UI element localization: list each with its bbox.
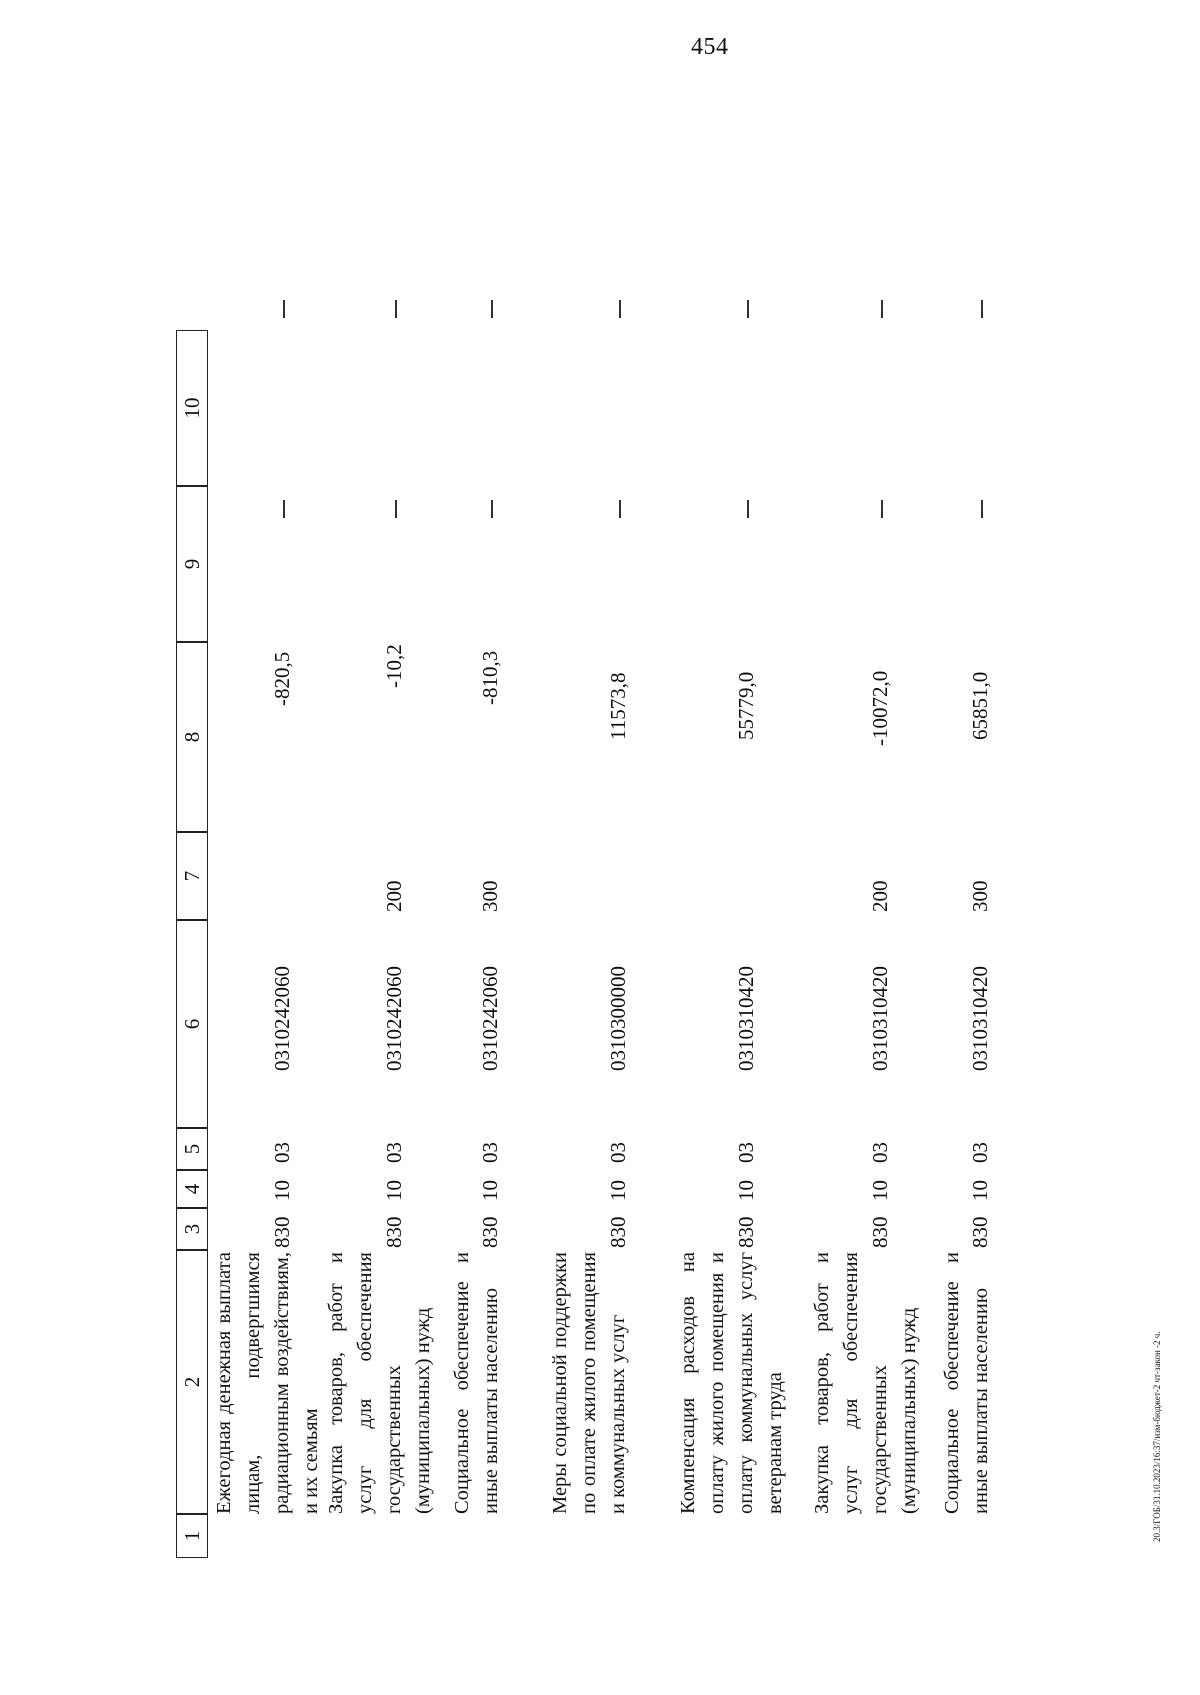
cell-col9-dash [981,500,983,518]
header-cell-1: 1 [176,1514,208,1558]
cell-col4: 10 [606,1180,630,1201]
header-cell-8: 8 [176,642,208,832]
row-name: Социальное обеспечение и иные выплаты населению [451,1252,502,1514]
cell-col8: -10,2 [382,644,406,688]
cell-col10-dash [283,300,285,318]
cell-col4: 10 [734,1180,758,1201]
row-name: Социальное обеспечение и иные выплаты населению [941,1252,992,1514]
cell-col4: 10 [270,1180,294,1201]
cell-col10-dash [881,300,883,318]
cell-col8: 55779,0 [734,671,758,740]
cell-col5: 03 [382,1142,406,1163]
cell-col7: 200 [382,880,406,912]
cell-col9-dash [491,500,493,518]
cell-col10-dash [619,300,621,318]
cell-col5: 03 [734,1142,758,1163]
cell-col6: 0310300000 [606,966,630,1071]
budget-table [176,38,1046,1558]
cell-col3: 830 [478,1216,502,1248]
cell-col8: -820,5 [270,651,294,706]
cell-col10-dash [747,300,749,318]
cell-col7: 200 [868,880,892,912]
cell-col4: 10 [868,1180,892,1201]
header-cell-2: 2 [176,1250,208,1514]
cell-col6: 0310242060 [270,966,294,1071]
cell-col6: 0310310420 [868,966,892,1071]
row-name: Ежегодная денежная выплата лицам, подвергшимся радиационным воздействиям, и их семьям [213,1252,322,1514]
cell-col5: 03 [478,1142,502,1163]
header-cell-9: 9 [176,486,208,642]
row-name: Закупка товаров, работ и услуг для обеспечения государственных (муниципальных) нужд [811,1252,920,1514]
cell-col3: 830 [606,1216,630,1248]
cell-col9-dash [619,500,621,518]
cell-col6: 0310310420 [734,966,758,1071]
header-cell-6: 6 [176,920,208,1128]
cell-col10-dash [395,300,397,318]
cell-col4: 10 [478,1180,502,1201]
cell-col5: 03 [868,1142,892,1163]
cell-col4: 10 [382,1180,406,1201]
cell-col10-dash [981,300,983,318]
cell-col5: 03 [270,1142,294,1163]
cell-col6: 0310242060 [478,966,502,1071]
header-cell-3: 3 [176,1208,208,1250]
page-number: 454 [691,34,729,60]
cell-col3: 830 [270,1216,294,1248]
cell-col8: -810,3 [478,650,502,705]
cell-col4: 10 [968,1180,992,1201]
row-name: Закупка товаров, работ и услуг для обеспечения государственных (муниципальных) нужд [325,1252,434,1514]
row-name: Меры социальной поддержки по оплате жилого помещения и коммунальных услуг [549,1252,629,1514]
cell-col8: 65851,0 [968,671,992,740]
cell-col3: 830 [868,1216,892,1248]
cell-col9-dash [395,500,397,518]
cell-col6: 0310242060 [382,966,406,1071]
cell-col9-dash [283,500,285,518]
cell-col8: -10072,0 [868,670,892,746]
row-name: Компенсация расходов на оплату жилого помещения и оплату коммунальных услуг ветеранам труда [677,1252,786,1514]
cell-col8: 11573,8 [606,672,630,740]
document-footer-id: 20.3/ГОБ/31.10.2023/16:37/изм-бюджет-2 чт-закон -2 ч. [1152,1331,1162,1542]
cell-col3: 830 [382,1216,406,1248]
cell-col5: 03 [968,1142,992,1163]
header-cell-4: 4 [176,1170,208,1208]
cell-col9-dash [881,500,883,518]
header-cell-10: 10 [176,330,208,486]
cell-col3: 830 [734,1216,758,1248]
cell-col3: 830 [968,1216,992,1248]
cell-col10-dash [491,300,493,318]
cell-col7: 300 [478,880,502,912]
header-cell-7: 7 [176,832,208,920]
header-cell-5: 5 [176,1128,208,1170]
cell-col9-dash [747,500,749,518]
cell-col6: 0310310420 [968,966,992,1071]
cell-col5: 03 [606,1142,630,1163]
cell-col7: 300 [968,880,992,912]
